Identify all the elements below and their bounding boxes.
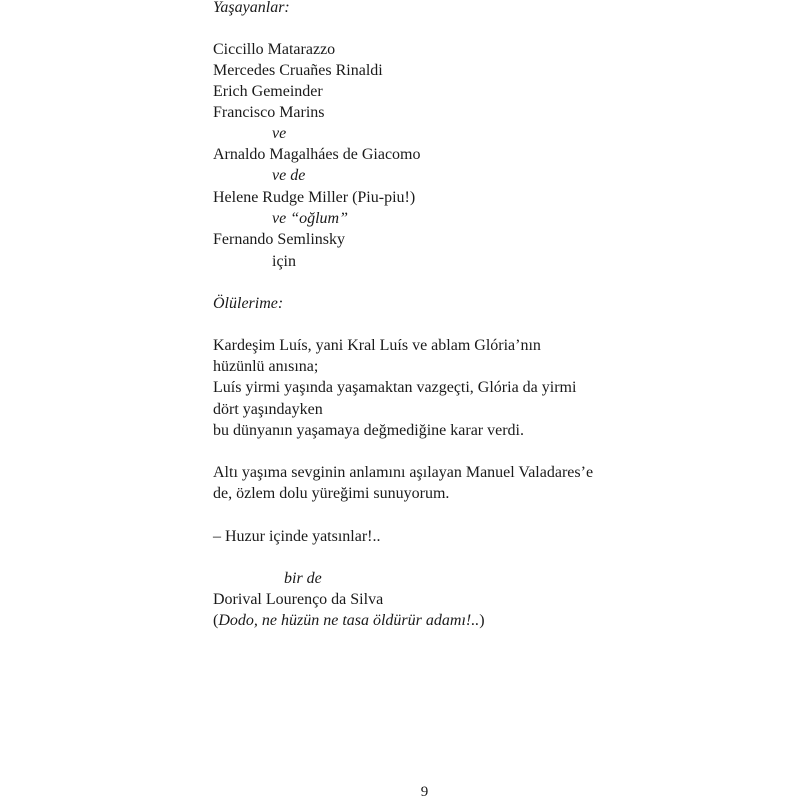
- paragraph-line: hüzünlü anısına;: [213, 358, 319, 375]
- conjunction-bir-de: bir de: [284, 570, 322, 587]
- rest-in-peace-line: – Huzur içinde yatsınlar!..: [213, 528, 381, 545]
- paragraph-line: de, özlem dolu yüreğimi sunuyorum.: [213, 485, 450, 502]
- living-heading: Yaşayanlar:: [213, 0, 290, 16]
- dodo-quote-text: Dodo, ne hüzün ne tasa öldürür adamı!..: [218, 612, 480, 629]
- living-name: Ciccillo Matarazzo: [213, 41, 336, 58]
- living-name: Arnaldo Magalháes de Giacomo: [213, 146, 421, 163]
- dodo-quote: [213, 611, 485, 631]
- paragraph-line: bu dünyanın yaşamaya değmediğine karar verdi.: [213, 422, 524, 439]
- conjunction-ve-de: ve de: [272, 167, 306, 184]
- living-name: Mercedes Cruañes Rinaldi: [213, 62, 383, 79]
- living-name: Francisco Marins: [213, 104, 325, 121]
- paragraph-line: dört yaşındayken: [213, 401, 323, 418]
- paren-close: ): [479, 612, 485, 629]
- conjunction-ve: ve: [272, 125, 287, 142]
- paragraph-line: Kardeşim Luís, yani Kral Luís ve ablam Glória’nın: [213, 337, 541, 354]
- living-name: Helene Rudge Miller (Piu-piu!): [213, 189, 416, 206]
- dead-heading: Ölülerime:: [213, 295, 284, 312]
- living-name: Erich Gemeinder: [213, 83, 323, 100]
- paragraph-line: Altı yaşıma sevginin anlamını aşılayan Manuel Valadares’e: [213, 464, 594, 481]
- icin-text: için: [272, 253, 296, 270]
- conjunction-ve-oglum: ve “oğlum”: [272, 210, 348, 227]
- page-number: 9: [420, 784, 429, 800]
- dorival-name: Dorival Lourenço da Silva: [213, 591, 384, 608]
- living-name: Fernando Semlinsky: [213, 231, 345, 248]
- paren-open: (: [213, 612, 219, 629]
- paragraph-line: Luís yirmi yaşında yaşamaktan vazgeçti, Glória da yirmi: [213, 379, 577, 396]
